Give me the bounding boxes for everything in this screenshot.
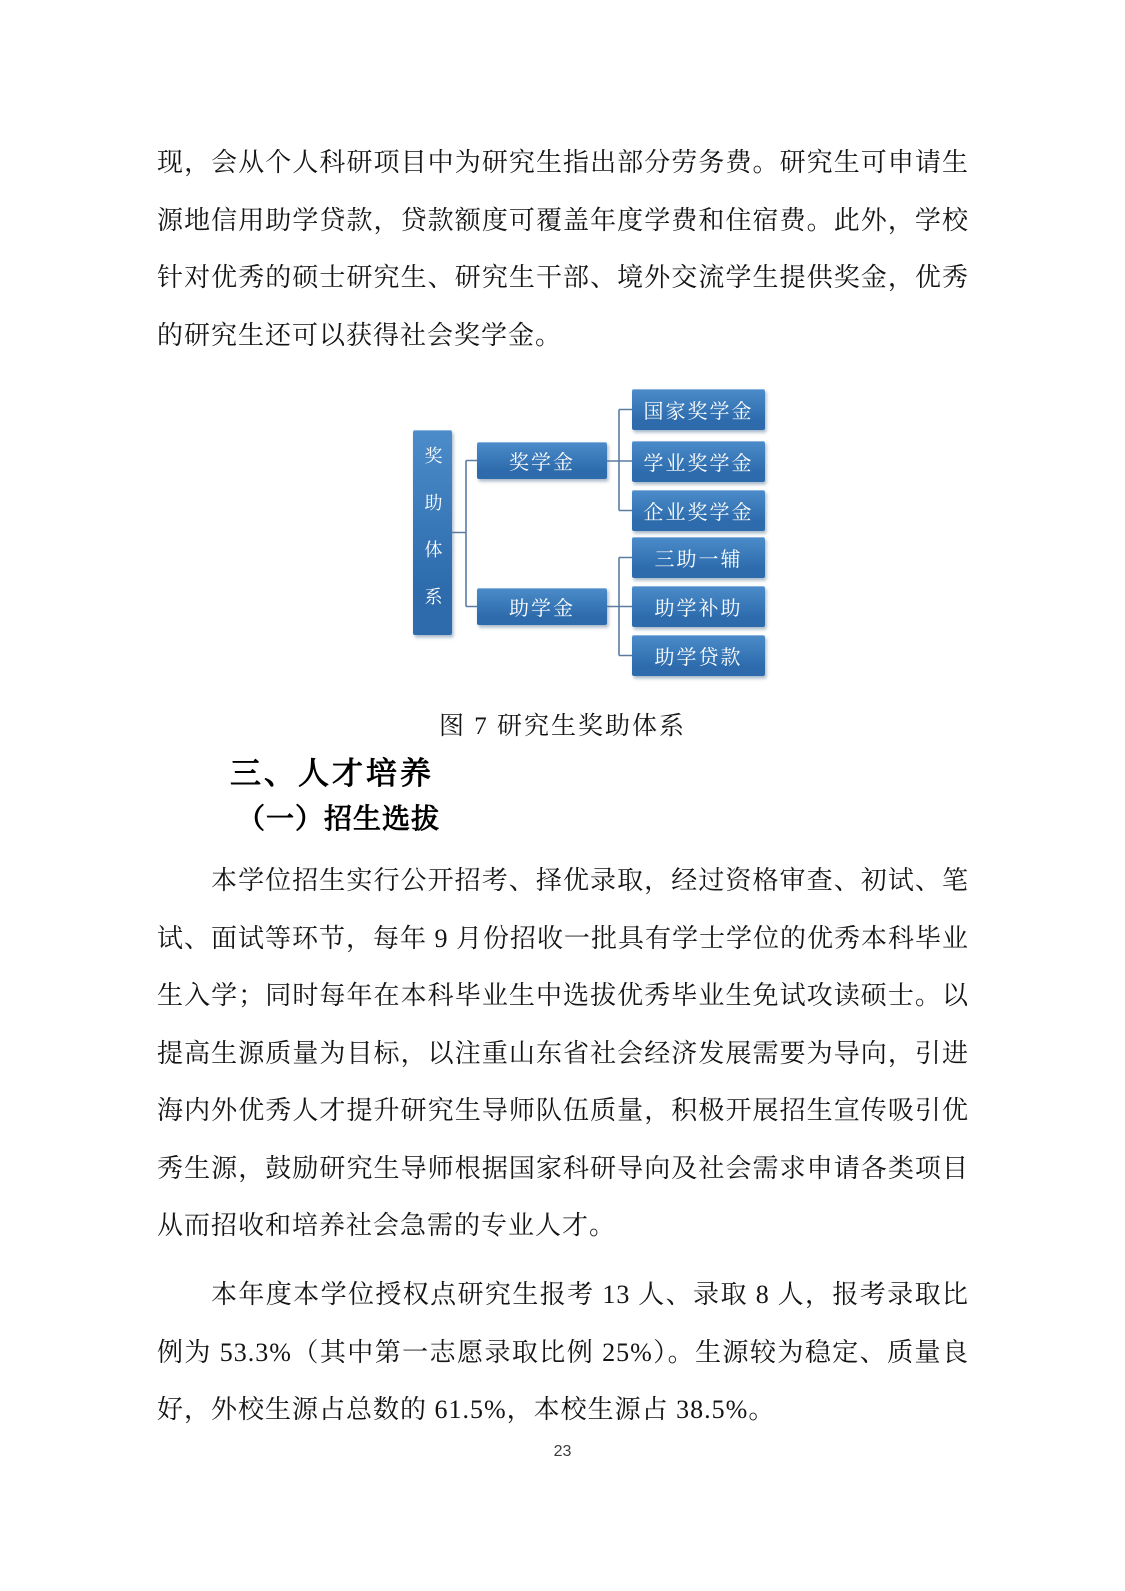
subsection-heading-admission-selection: （一）招生选拔 bbox=[237, 803, 441, 834]
diagram-leaf-academic-scholarship: 学业奖学金 bbox=[632, 441, 765, 482]
paragraph-admission-statistics: 本年度本学位授权点研究生报考 13 人、录取 8 人，报考录取比例为 53.3%（其中第一志愿录取比例 25%）。生源较为稳定、质量良好，外校生源占总数的 61.5%，本校生源占 38.5%。 bbox=[157, 1280, 969, 1424]
diagram-leaf-student-loan: 助学贷款 bbox=[632, 635, 765, 676]
page-number: 23 bbox=[553, 1443, 572, 1460]
paragraph-admission-policy: 本学位招生实行公开招考、择优录取，经过资格审查、初试、笔试、面试等环节，每年 9 月份招收一批具有学士学位的优秀本科毕业生入学；同时每年在本科毕业生中选拔优秀毕业生免试攻读硕士。以提高生源质量为目标，以注重山东省社会经济发展需要为导向，引进海内外优秀人才提升研究生导师队伍质量，积极开展招生宣传吸引优秀生源，鼓励研究生导师根据国家科研导向及社会需求申请各类项目从而招收和培养社会急需的专业人才。 bbox=[157, 866, 970, 1240]
diagram-branch-scholarship: 奖学金 bbox=[477, 442, 607, 479]
diagram-leaf-study-subsidy: 助学补助 bbox=[632, 586, 765, 627]
paragraph-funding-continuation: 现，会从个人科研项目中为研究生指出部分劳务费。研究生可申请生源地信用助学贷款，贷款额度可覆盖年度学费和住宿费。此外，学校针对优秀的硕士研究生、研究生干部、境外交流学生提供奖金，优秀的研究生还可以获得社会奖学金。 bbox=[157, 148, 969, 350]
diagram-root-node: 奖助体系 bbox=[413, 430, 452, 635]
diagram-leaf-national-scholarship: 国家奖学金 bbox=[632, 389, 765, 430]
diagram-leaf-enterprise-scholarship: 企业奖学金 bbox=[632, 490, 765, 531]
diagram-branch-grant: 助学金 bbox=[477, 588, 607, 625]
award-system-diagram bbox=[0, 385, 1125, 685]
figure-caption: 图 7 研究生奖助体系 bbox=[438, 713, 686, 740]
diagram-leaf-three-aids: 三助一辅 bbox=[632, 537, 765, 578]
diagram-connector-lines bbox=[0, 385, 1125, 685]
section-heading-talent-cultivation: 三、人才培养 bbox=[230, 756, 434, 791]
